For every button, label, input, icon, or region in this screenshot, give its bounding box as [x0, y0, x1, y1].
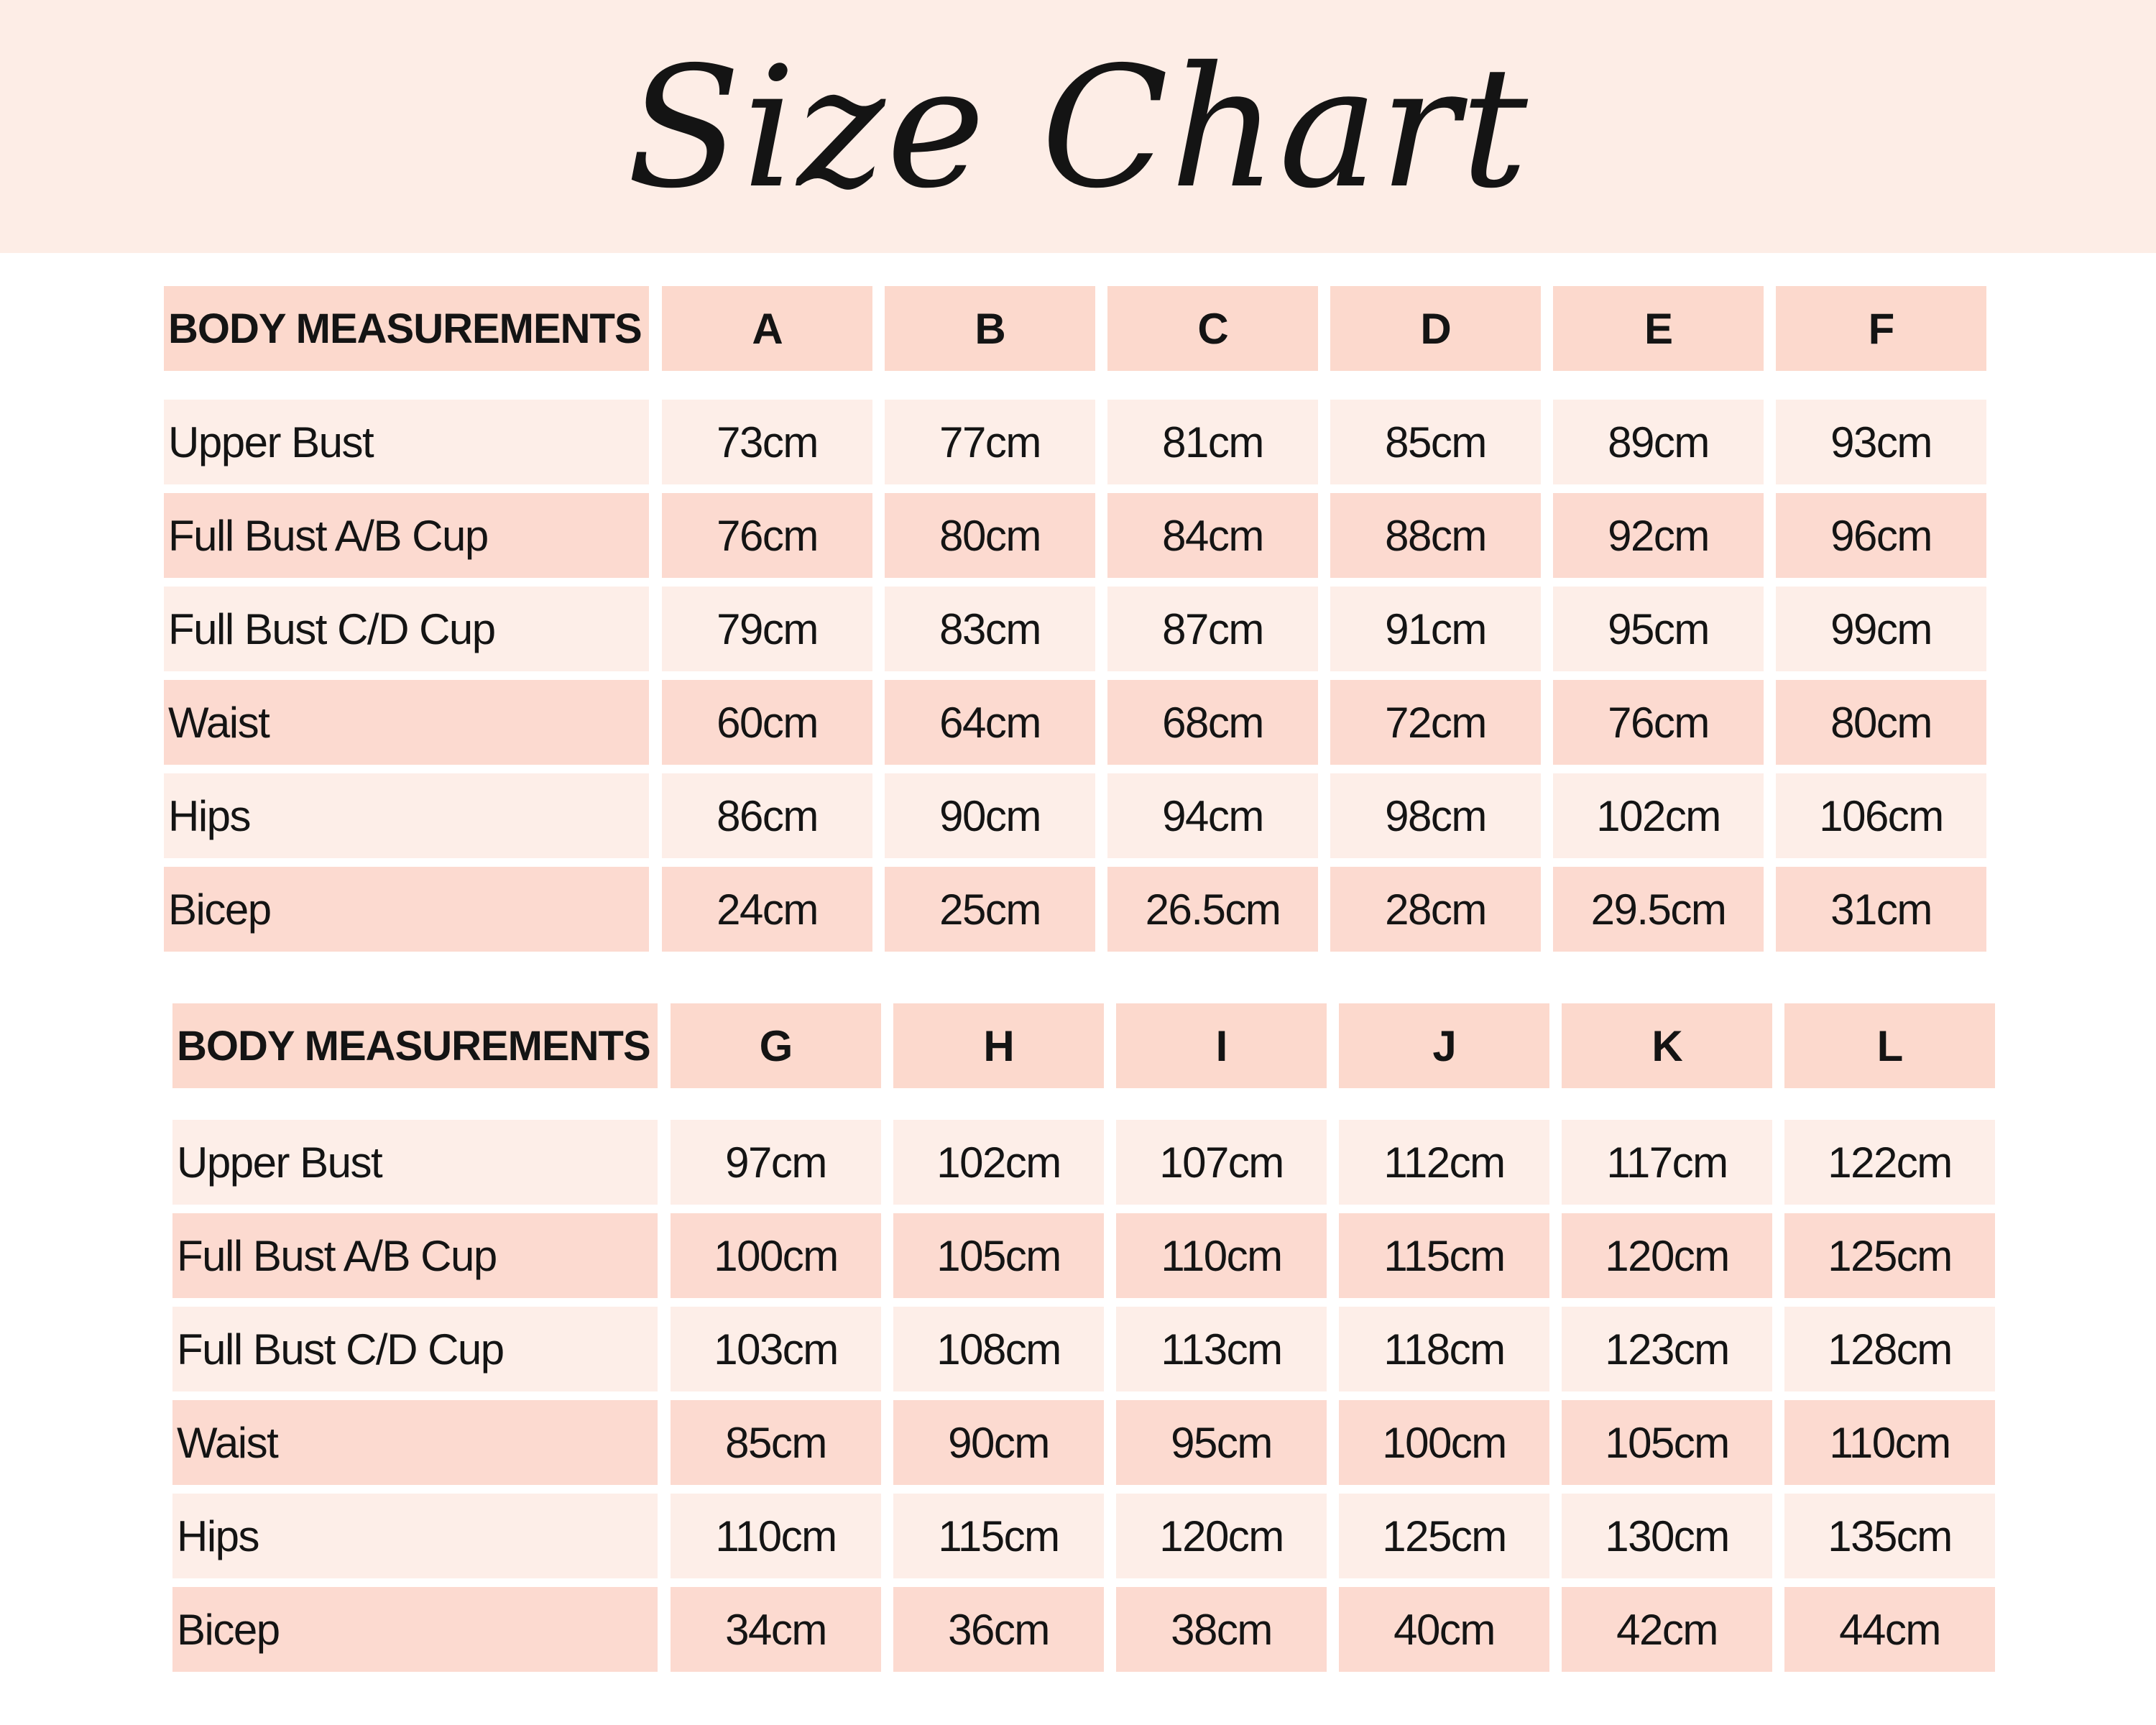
value-cell: 96cm	[1776, 493, 1986, 578]
value-cell: 122cm	[1784, 1120, 1995, 1205]
value-cell: 92cm	[1553, 493, 1764, 578]
value-cell: 24cm	[662, 867, 872, 952]
value-cell: 93cm	[1776, 400, 1986, 484]
value-cell: 86cm	[662, 773, 872, 858]
header-label: BODY MEASUREMENTS	[164, 286, 649, 371]
value-cell: 120cm	[1116, 1494, 1327, 1578]
row-label: Hips	[164, 773, 649, 858]
value-cell: 64cm	[885, 680, 1095, 765]
value-cell: 60cm	[662, 680, 872, 765]
value-cell: 123cm	[1562, 1307, 1772, 1392]
value-cell: 115cm	[893, 1494, 1104, 1578]
value-cell: 108cm	[893, 1307, 1104, 1392]
value-cell: 85cm	[1330, 400, 1541, 484]
size-header-cell: H	[893, 1003, 1104, 1088]
value-cell: 80cm	[885, 493, 1095, 578]
size-header-cell: J	[1339, 1003, 1549, 1088]
size-header-cell: E	[1553, 286, 1764, 371]
value-cell: 73cm	[662, 400, 872, 484]
row-label: Full Bust A/B Cup	[172, 1213, 658, 1298]
value-cell: 90cm	[893, 1400, 1104, 1485]
value-cell: 106cm	[1776, 773, 1986, 858]
value-cell: 112cm	[1339, 1120, 1549, 1205]
value-cell: 76cm	[1553, 680, 1764, 765]
value-cell: 95cm	[1553, 586, 1764, 671]
value-cell: 102cm	[1553, 773, 1764, 858]
size-header-cell: D	[1330, 286, 1541, 371]
size-header-cell: G	[671, 1003, 881, 1088]
value-cell: 89cm	[1553, 400, 1764, 484]
title-banner	[0, 0, 2156, 253]
row-label: Full Bust C/D Cup	[172, 1307, 658, 1392]
value-cell: 94cm	[1107, 773, 1318, 858]
value-cell: 85cm	[671, 1400, 881, 1485]
value-cell: 115cm	[1339, 1213, 1549, 1298]
value-cell: 113cm	[1116, 1307, 1327, 1392]
size-header-cell: L	[1784, 1003, 1995, 1088]
value-cell: 68cm	[1107, 680, 1318, 765]
value-cell: 95cm	[1116, 1400, 1327, 1485]
size-header-cell: A	[662, 286, 872, 371]
value-cell: 31cm	[1776, 867, 1986, 952]
value-cell: 90cm	[885, 773, 1095, 858]
value-cell: 118cm	[1339, 1307, 1549, 1392]
value-cell: 105cm	[1562, 1400, 1772, 1485]
value-cell: 25cm	[885, 867, 1095, 952]
row-label: Upper Bust	[164, 400, 649, 484]
value-cell: 125cm	[1784, 1213, 1995, 1298]
size-header-cell: C	[1107, 286, 1318, 371]
row-label: Waist	[172, 1400, 658, 1485]
value-cell: 128cm	[1784, 1307, 1995, 1392]
size-header-cell: K	[1562, 1003, 1772, 1088]
value-cell: 36cm	[893, 1587, 1104, 1672]
value-cell: 26.5cm	[1107, 867, 1318, 952]
value-cell: 29.5cm	[1553, 867, 1764, 952]
row-label: Full Bust A/B Cup	[164, 493, 649, 578]
row-label: Full Bust C/D Cup	[164, 586, 649, 671]
value-cell: 100cm	[1339, 1400, 1549, 1485]
value-cell: 72cm	[1330, 680, 1541, 765]
row-label: Bicep	[164, 867, 649, 952]
value-cell: 100cm	[671, 1213, 881, 1298]
value-cell: 76cm	[662, 493, 872, 578]
value-cell: 38cm	[1116, 1587, 1327, 1672]
value-cell: 77cm	[885, 400, 1095, 484]
value-cell: 42cm	[1562, 1587, 1772, 1672]
value-cell: 107cm	[1116, 1120, 1327, 1205]
row-label: Hips	[172, 1494, 658, 1578]
value-cell: 125cm	[1339, 1494, 1549, 1578]
value-cell: 87cm	[1107, 586, 1318, 671]
value-cell: 103cm	[671, 1307, 881, 1392]
size-header-cell: B	[885, 286, 1095, 371]
value-cell: 88cm	[1330, 493, 1541, 578]
value-cell: 81cm	[1107, 400, 1318, 484]
header-label: BODY MEASUREMENTS	[172, 1003, 658, 1088]
value-cell: 135cm	[1784, 1494, 1995, 1578]
value-cell: 28cm	[1330, 867, 1541, 952]
value-cell: 91cm	[1330, 586, 1541, 671]
value-cell: 34cm	[671, 1587, 881, 1672]
value-cell: 79cm	[662, 586, 872, 671]
value-cell: 40cm	[1339, 1587, 1549, 1672]
size-header-cell: I	[1116, 1003, 1327, 1088]
value-cell: 97cm	[671, 1120, 881, 1205]
value-cell: 80cm	[1776, 680, 1986, 765]
row-label: Waist	[164, 680, 649, 765]
value-cell: 84cm	[1107, 493, 1318, 578]
row-label: Upper Bust	[172, 1120, 658, 1205]
page-title: Size Chart	[627, 31, 1529, 225]
value-cell: 110cm	[671, 1494, 881, 1578]
value-cell: 44cm	[1784, 1587, 1995, 1672]
row-label: Bicep	[172, 1587, 658, 1672]
value-cell: 110cm	[1116, 1213, 1327, 1298]
value-cell: 102cm	[893, 1120, 1104, 1205]
value-cell: 120cm	[1562, 1213, 1772, 1298]
value-cell: 83cm	[885, 586, 1095, 671]
value-cell: 117cm	[1562, 1120, 1772, 1205]
size-header-cell: F	[1776, 286, 1986, 371]
value-cell: 98cm	[1330, 773, 1541, 858]
value-cell: 105cm	[893, 1213, 1104, 1298]
value-cell: 99cm	[1776, 586, 1986, 671]
value-cell: 130cm	[1562, 1494, 1772, 1578]
value-cell: 110cm	[1784, 1400, 1995, 1485]
